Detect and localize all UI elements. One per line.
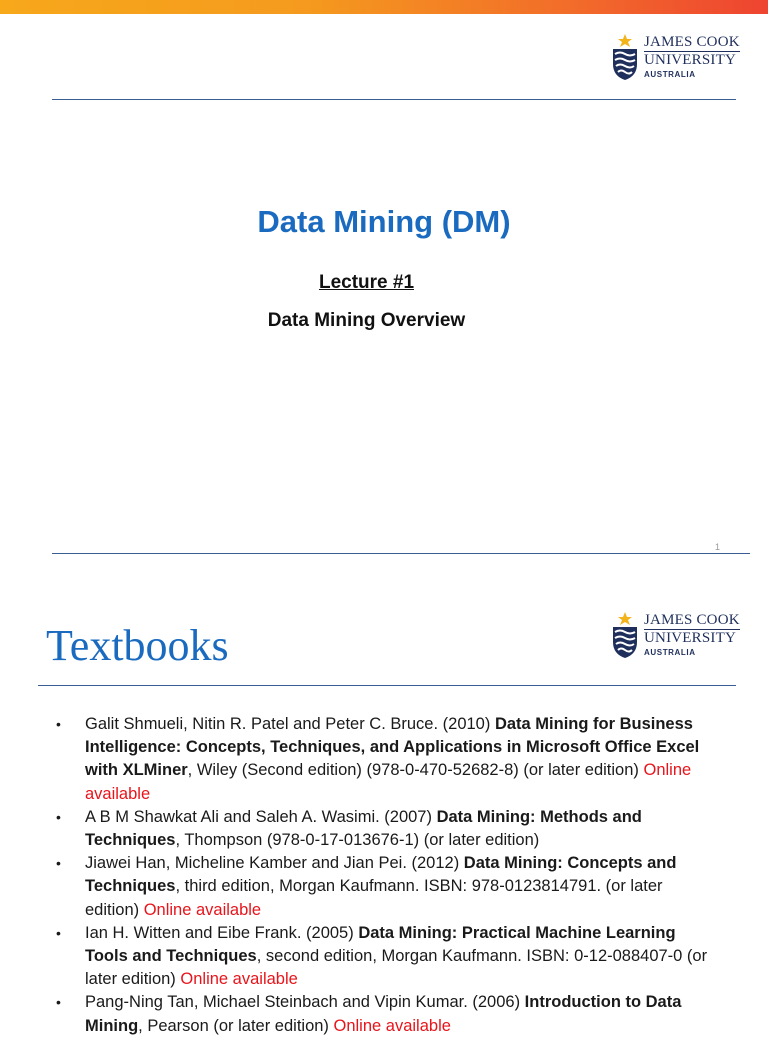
bullet-icon: •: [56, 924, 61, 941]
book-authors: Galit Shmueli, Nitin R. Patel and Peter C. Bruce. (2010): [85, 715, 495, 733]
online-available-label: Online available: [333, 1016, 451, 1035]
list-item: [56, 806, 716, 852]
list-item: [56, 713, 716, 806]
logo-line-3: AUSTRALIA: [644, 70, 696, 79]
list-item: [56, 852, 716, 922]
jcu-crest-icon: [610, 32, 640, 82]
logo-line-2: UNIVERSITY: [644, 52, 736, 68]
logo-line-3: AUSTRALIA: [644, 648, 696, 657]
lecture-number: Lecture #1: [318, 272, 415, 293]
book-title: Introduction to Data Mining: [85, 993, 682, 1035]
logo-line-1: JAMES COOK: [644, 34, 740, 50]
book-details: , third edition, Morgan Kaufmann. ISBN: 978-0123814791. (or later edition): [85, 877, 663, 919]
book-authors: Jiawei Han, Micheline Kamber and Jian Pei. (2012): [85, 854, 464, 873]
page-number: 1: [714, 542, 720, 552]
bullet-icon: •: [56, 716, 61, 732]
list-item: [56, 991, 716, 1037]
bullet-icon: •: [56, 855, 61, 872]
top-accent-bar: [0, 0, 768, 14]
book-details: , Pearson (or later edition): [138, 1016, 334, 1035]
logo-line-2: UNIVERSITY: [644, 630, 736, 646]
logo-line-1: JAMES COOK: [644, 612, 740, 628]
book-details: , second edition, Morgan Kaufmann. ISBN: 0-12-088407-0 (or later edition): [85, 947, 708, 989]
book-title: Data Mining: Methods and Techniques: [85, 807, 642, 850]
list-item: [56, 922, 716, 992]
header-divider: [52, 99, 736, 100]
jcu-logo: [610, 610, 740, 660]
bullet-icon: •: [56, 808, 61, 825]
jcu-crest-icon: [610, 610, 640, 660]
textbook-list: [56, 713, 716, 1038]
book-authors: Ian H. Witten and Eibe Frank. (2005): [85, 923, 359, 942]
online-available-label: Online available: [180, 970, 298, 989]
online-available-label: Online available: [143, 900, 262, 919]
title-divider: [38, 685, 736, 686]
footer-divider: [52, 553, 750, 554]
slide-2: [0, 580, 768, 1035]
book-authors: Pang-Ning Tan, Michael Steinbach and Vipin Kumar. (2006): [85, 993, 525, 1012]
book-details: , Wiley (Second edition) (978-0-470-52682-8) (or later edition): [187, 761, 644, 780]
slide-1: [0, 14, 768, 574]
book-authors: A B M Shawkat Ali and Saleh A. Wasimi. (2007): [85, 807, 437, 826]
jcu-logo: [610, 32, 740, 82]
slide-title: Data Mining (DM): [257, 204, 511, 239]
online-available-label: Online available: [85, 761, 692, 803]
book-details: , Thompson (978-0-17-013676-1) (or later edition): [175, 831, 540, 850]
book-title: Data Mining for Business Intelligence: Concepts, Techniques, and Applications in Microsoft Office Excel with XLMiner: [85, 715, 700, 780]
book-title: Data Mining: Concepts and Techniques: [85, 854, 677, 896]
slide-subtitle: Data Mining Overview: [267, 310, 466, 331]
bullet-icon: •: [56, 994, 61, 1011]
book-title: Data Mining: Practical Machine Learning Tools and Techniques: [85, 923, 676, 966]
slide-title: Textbooks: [46, 621, 229, 670]
